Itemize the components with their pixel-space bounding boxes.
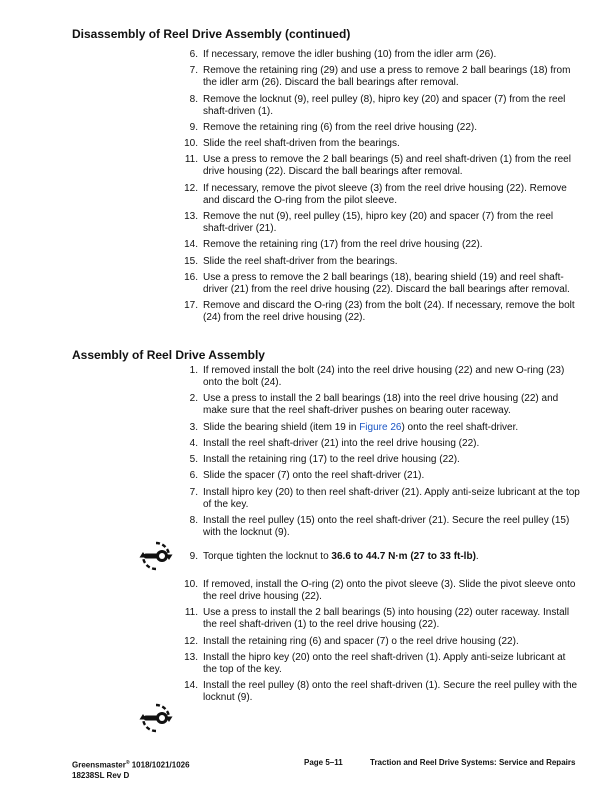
torque-wrench-icon [138,538,174,574]
step-number: 4. [189,437,198,449]
footer-form-number: 18238SL Rev D [72,770,130,780]
section-heading-assembly: Assembly of Reel Drive Assembly [72,348,265,362]
step-text: Install the retaining ring (6) and spacer (7) o the reel drive housing (22). [203,635,519,647]
step-text: Use a press to remove the 2 ball bearings (5) and reel shaft-driven (1) from the reel drive housing (22). Discard the ball bearings after removal. [203,154,571,178]
step-number: 14. [184,239,198,251]
figure-link[interactable]: Figure 26 [359,421,402,433]
step-text: If necessary, remove the idler bushing (10) from the idler arm (26). [203,49,497,60]
step-item [170,49,580,61]
disassembly-steps-list [170,49,580,329]
step-item [170,365,580,389]
step-text: Slide the spacer (7) onto the reel shaft-driver (21). [203,470,425,482]
step-number: 11. [184,154,198,166]
step-number: 12. [184,182,198,194]
step-number: 15. [184,255,198,267]
step-item [170,487,580,511]
footer-page-number: Page 5–11 [304,758,343,767]
step-text: Use a press to install the 2 ball bearings (5) into housing (22) outer raceway. Install the reel shaft-driven (1) to the reel drive housing (22). [203,607,570,631]
step-number: 7. [189,486,198,498]
footer-models: 1018/1021/1026 [129,760,190,770]
step-text: Install the reel pulley (15) onto the reel shaft-driver (21). Secure the reel pulley (15) with the locknut (9). [203,515,570,539]
registered-mark: ® [125,760,130,766]
step-number: 9. [189,551,198,563]
step-item [170,454,580,466]
torque-wrench-icon [138,700,174,736]
step-text: If necessary, remove the pivot sleeve (3) from the reel drive housing (22). Remove and discard the O-ring from the pilot sleeve. [203,182,567,206]
step-item [170,652,580,676]
step-number: 8. [189,93,198,105]
step-number: 11. [184,607,198,619]
step-text [203,422,518,433]
step-number: 3. [189,421,198,433]
step-item [170,438,580,450]
step-item [170,65,580,89]
step-number: 7. [189,65,198,77]
step-item [170,138,580,150]
step-item [170,393,580,417]
step-item [170,94,580,118]
step-item [170,422,580,434]
step-text: Remove the nut (9), reel pulley (15), hipro key (20) and spacer (7) from the reel shaft-driver (21). [203,211,554,235]
step-item [170,256,580,268]
step-text: Install the reel pulley (8) onto the reel shaft-driven (1). Secure the reel pulley with the locknut (9). [203,680,578,704]
step-text: Use a press to install the 2 ball bearings (18) into the reel drive housing (22) and make sure that the reel shaft-driver pushes on bearing outer raceway. [203,393,559,417]
step-number: 16. [184,271,198,283]
step-number: 10. [184,579,198,591]
step-item [170,239,580,251]
step-text: Install the reel shaft-driver (21) into the reel drive housing (22). [203,437,480,449]
step-text: Remove the retaining ring (29) and use a press to remove 2 ball bearings (18) from the idler arm (26). Discard the ball bearings after removal. [203,65,571,89]
torque-spec: 36.6 to 44.7 N·m (27 to 33 ft-lb) [331,551,476,563]
step-item [170,470,580,482]
step-number: 17. [184,300,198,312]
step-text: Install hipro key (20) to then reel shaft-driver (21). Apply anti-seize lubricant at the top of the key. [203,486,580,510]
step-item [170,300,580,324]
step-item [170,579,580,603]
step-text-part: . [475,551,479,563]
step-text: Install the hipro key (20) onto the reel shaft-driven (1). Apply anti-seize lubricant at the top of the key. [203,651,566,675]
step-text: Remove the locknut (9), reel pulley (8), hipro key (20) and spacer (7) from the reel shaft-driven (1). [203,93,566,117]
step-number: 8. [189,515,198,527]
step-item [170,211,580,235]
step-number: 6. [189,470,198,482]
step-item [170,607,580,631]
step-item [170,154,580,178]
step-number: 5. [189,454,198,466]
step-text: Install the retaining ring (17) to the reel drive housing (22). [203,454,460,466]
step-text: Remove the retaining ring (17) from the reel drive housing (22). [203,239,483,251]
step-text: Slide the reel shaft-driver from the bearings. [203,255,398,267]
step-number: 14. [184,680,198,692]
step-number: 2. [189,393,198,405]
step-number: 1. [189,365,198,376]
footer-product-name: Greensmaster [72,760,126,770]
step-item [170,680,580,704]
step-item [170,272,580,296]
step-number: 10. [184,138,198,150]
step-text-part: Torque tighten the locknut to [203,551,332,563]
step-item [170,636,580,648]
step-text: If removed install the bolt (24) into the reel drive housing (22) and new O-ring (23) onto the bolt (24). [203,365,565,388]
assembly-steps-list [170,365,580,709]
step-text: Remove and discard the O-ring (23) from the bolt (24). If necessary, remove the bolt (24) from the reel drive housing (22). [203,300,575,324]
footer-section-title: Traction and Reel Drive Systems: Service and Repairs [370,758,576,767]
step-text [203,551,479,562]
step-text-part: ) onto the reel shaft-driver. [401,421,519,433]
step-item [170,515,580,539]
step-item [170,551,580,563]
step-number: 12. [184,635,198,647]
step-number: 13. [184,651,198,663]
step-text: Use a press to remove the 2 ball bearings (18), bearing shield (19) and reel shaft-driver (21) from the reel drive housing (22). Discard the ball bearings after removal. [203,271,570,295]
step-item [170,183,580,207]
step-number: 13. [184,211,198,223]
footer-product [72,758,190,781]
section-heading-disassembly: Disassembly of Reel Drive Assembly (continued) [72,27,351,41]
step-text-part: Slide the bearing shield (item 19 in [203,421,360,433]
step-number: 6. [189,49,198,60]
step-number: 9. [189,121,198,133]
step-text: Slide the reel shaft-driven from the bearings. [203,138,400,150]
step-text: If removed, install the O-ring (2) onto the pivot sleeve (3). Slide the pivot sleeve onto the reel drive housing (22). [203,579,576,603]
step-text: Remove the retaining ring (6) from the reel drive housing (22). [203,121,478,133]
step-item [170,122,580,134]
